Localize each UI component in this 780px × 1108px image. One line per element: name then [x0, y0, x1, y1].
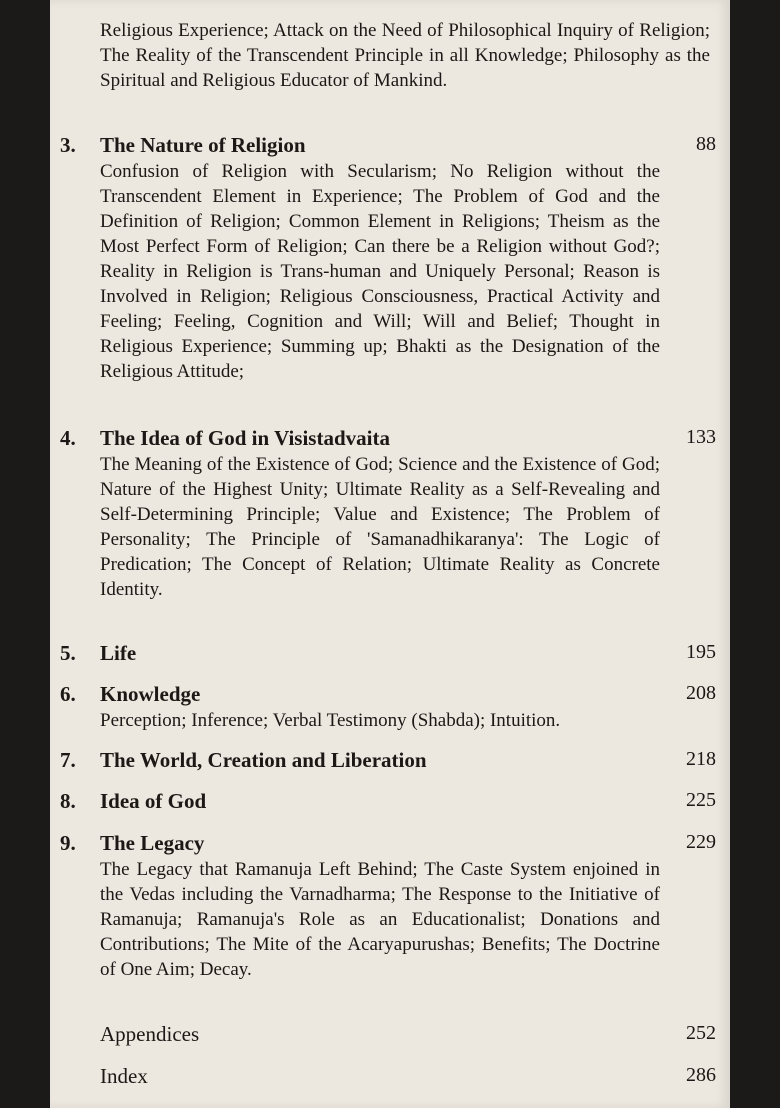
page-number: 286	[686, 1064, 716, 1086]
page-number: 252	[686, 1022, 716, 1044]
page-number: 225	[686, 789, 716, 811]
page-number: 133	[686, 426, 716, 448]
page-number: 218	[686, 748, 716, 770]
page-number: 208	[686, 682, 716, 704]
chapter-number: 4.	[60, 426, 76, 450]
book-page	[50, 0, 730, 1108]
toc-entry-appendices	[60, 1022, 716, 1052]
chapter-title: The World, Creation and Liberation	[100, 748, 427, 772]
chapter-number: 6.	[60, 682, 76, 706]
back-matter-title: Index	[100, 1064, 148, 1088]
chapter-number: 5.	[60, 641, 76, 665]
toc-entry	[60, 133, 716, 413]
chapter-number: 9.	[60, 831, 76, 855]
toc-entry	[60, 748, 716, 778]
page-number: 195	[686, 641, 716, 663]
toc-entry	[60, 831, 716, 1011]
toc-entry	[60, 789, 716, 819]
toc-entry-index	[60, 1064, 716, 1094]
page-number: 229	[686, 831, 716, 853]
chapter-title: The Nature of Religion	[100, 133, 306, 157]
chapter-description: Confusion of Religion with Secularism; No Religion without the Transcendent Element in Experience; The Problem of God and the Definition of Religion; Common Element in Religions; Theism as the Most Perfect Form of Religion; Can there be a Religion without God?; Reality in Religion is Trans-human and Uniquely Personal; Reason is Involved in Religion; Religious Consciousness, Practical Activity and Feeling; Feeling, Cognition and Will; Will and Belief; Thought in Religious Experience; Summing up; Bhakti as the Designation of the Religious Attitude;	[100, 161, 660, 382]
toc-entry	[60, 641, 716, 671]
intro-continuation-text: Religious Experience; Attack on the Need of Philosophical Inquiry of Religion; The Reality of the Transcendent Principle in all Knowledge; Philosophy as the Spiritual and Religious Educator of Mankind.	[100, 20, 710, 91]
chapter-description: The Meaning of the Existence of God; Science and the Existence of God; Nature of the Highest Unity; Ultimate Reality as a Self-Revealing and Self-Determining Principle; Value and Existence; The Problem of Personality; The Principle of 'Samanadhikaranya': The Logic of Predication; The Concept of Relation; Ultimate Reality as Concrete Identity.	[100, 454, 660, 600]
chapter-title: Life	[100, 641, 137, 665]
chapter-number: 7.	[60, 748, 76, 772]
chapter-description: The Legacy that Ramanuja Left Behind; The Caste System enjoined in the Vedas including the Varnadharma; The Response to the Initiative of Ramanuja; Ramanuja's Role as an Educationalist; Donations and Contributions; The Mite of the Acaryapurushas; Benefits; The Doctrine of One Aim; Decay.	[100, 859, 660, 980]
toc-entry	[60, 682, 716, 742]
page-number: 88	[696, 133, 716, 155]
chapter-title: Knowledge	[100, 682, 201, 706]
chapter-description: Perception; Inference; Verbal Testimony (Shabda); Intuition.	[100, 710, 561, 731]
back-matter-title: Appendices	[100, 1022, 200, 1046]
toc-entry	[60, 426, 716, 626]
chapter-number: 8.	[60, 789, 76, 813]
chapter-number: 3.	[60, 133, 76, 157]
chapter-title: The Idea of God in Visistadvaita	[100, 426, 390, 450]
chapter-title: Idea of God	[100, 789, 207, 813]
chapter-title: The Legacy	[100, 831, 205, 855]
